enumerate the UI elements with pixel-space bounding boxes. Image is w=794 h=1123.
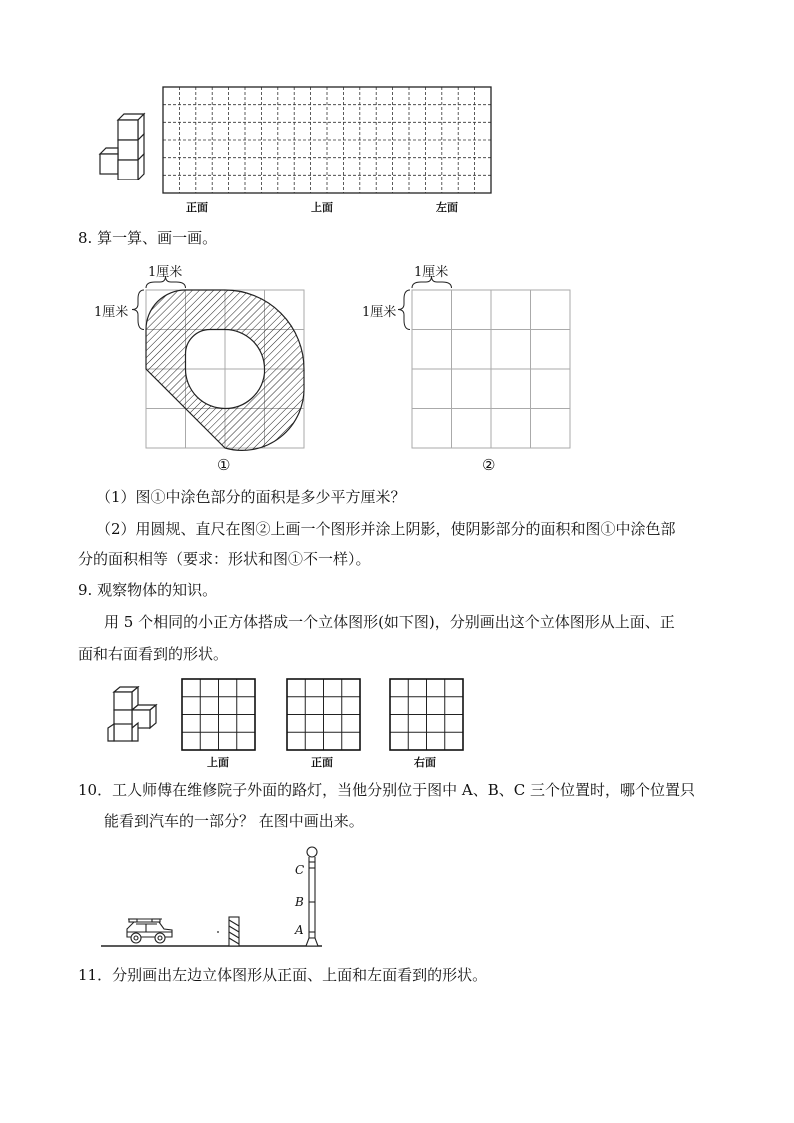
q9-cube-figure [106,686,162,742]
q8-fig2-left-unit: 1厘米 [362,305,397,320]
q9-grid-right[interactable] [389,678,464,751]
q7-dotted-grid[interactable] [162,86,492,194]
q7-label-left: 左面 [436,201,458,214]
q8-part1: （1）图①中涂色部分的面积是多少平方厘米？ [96,488,406,506]
q7-label-top: 上面 [311,201,333,214]
q9-title: 9. 观察物体的知识。 [78,581,218,599]
q9-grid-front[interactable] [286,678,361,751]
q8-part2-line2: 分的面积相等（要求：形状和图①不一样）。 [78,550,371,568]
q9-line1: 用 5 个相同的小正方体搭成一个立体图形(如下图)，分别画出这个立体图形从上面、正 [104,613,675,631]
wall [229,917,239,946]
q8-title: 8. 算一算、画一画。 [78,229,218,247]
point-b: B [295,895,304,909]
q8-fig1-top-unit: 1厘米 [148,265,183,280]
q11-title: 11．分别画出左边立体图形从正面、上面和左面看到的形状。 [78,966,488,984]
q8-fig2-caption: ② [482,456,496,474]
lamp-post [306,847,318,946]
q10-street-scene[interactable] [96,840,336,952]
q7-label-front: 正面 [186,201,208,214]
q8-fig1-caption: ① [217,456,231,474]
q8-figure-2[interactable] [360,258,580,458]
q9-label-top: 上面 [207,756,229,769]
q9-line2: 面和右面看到的形状。 [78,645,229,663]
q8-figure-1 [90,258,320,473]
point-a: A [295,923,304,937]
car-icon [127,919,172,943]
q8-part2-line1: （2）用圆规、直尺在图②上画一个图形并涂上阴影，使阴影部分的面积和图①中涂色部 [96,520,676,538]
q9-grid-top[interactable] [181,678,256,751]
q10-line1: 10．工人师傅在维修院子外面的路灯，当他分别位于图中 A、B、C 三个位置时，哪个位置只 [78,781,695,799]
q8-fig2-top-unit: 1厘米 [414,265,449,280]
q9-label-front: 正面 [311,756,333,769]
q8-fig1-left-unit: 1厘米 [94,305,129,320]
q9-label-right: 右面 [414,756,436,769]
q7-cube-figure [98,108,150,180]
q10-line2: 能看到汽车的一部分？ 在图中画出来。 [104,812,364,830]
point-c: C [295,863,305,877]
